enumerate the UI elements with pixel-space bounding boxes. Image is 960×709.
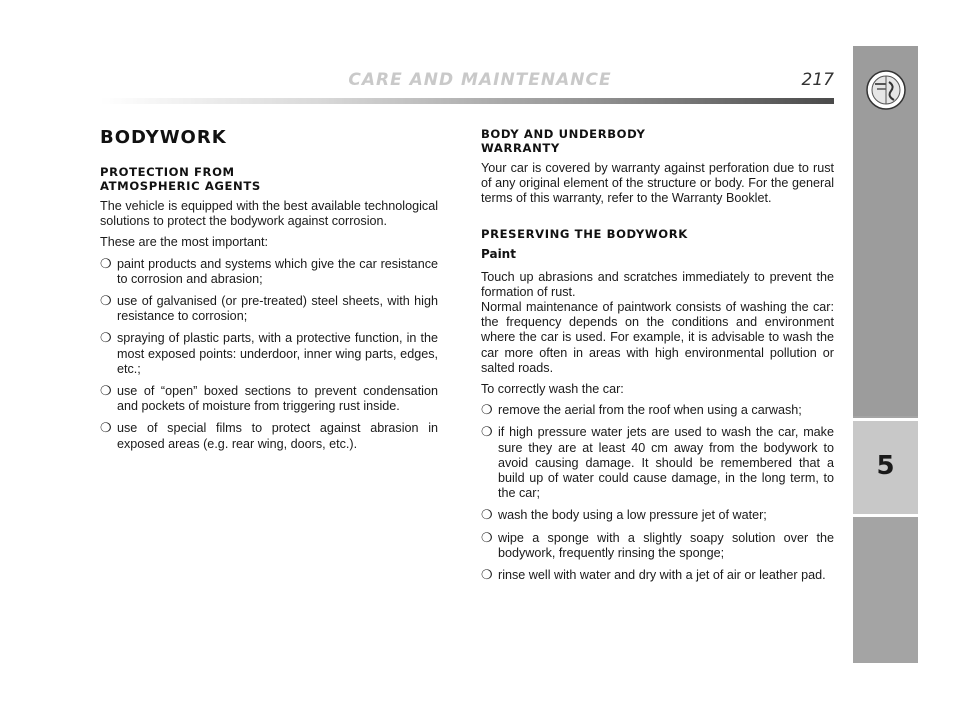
list-item: ❍ wash the body using a low pressure jet of water;: [481, 508, 767, 524]
protection-list: [100, 257, 438, 452]
brand-logo-icon: [866, 70, 906, 110]
list-item: ❍ use of “open” boxed sections to prevent condensation and pockets of moisture from triggering rust inside.: [100, 384, 438, 414]
protection-intro: The vehicle is equipped with the best available technological solutions to protect the bodywork against corrosion.: [100, 199, 438, 229]
wash-list: [481, 403, 834, 583]
bullet-icon: ❍: [481, 508, 493, 524]
protection-lead: These are the most important:: [100, 235, 268, 250]
left-column: [100, 127, 438, 459]
list-item: ❍ use of galvanised (or pre-treated) steel sheets, with high resistance to corrosion;: [100, 294, 438, 324]
bullet-icon: ❍: [100, 294, 112, 310]
section-title: CARE AND MAINTENANCE: [348, 70, 612, 90]
chapter-number: 5: [876, 451, 895, 481]
chapter-number-box: [853, 418, 918, 517]
list-item: ❍ if high pressure water jets are used to wash the car, make sure they are at least 40 cm away from the bodywork to avoid causing damage. It should be remembered that a build up of water could cause damage, in the long term, to the car;: [481, 425, 834, 501]
paint-text-2: Normal maintenance of paintwork consists of washing the car: the frequency depends on the conditions and environment where the car is used. For example, it is advisable to wash the car more often in areas with high environmental pollution or salted roads.: [481, 300, 834, 375]
bullet-icon: ❍: [100, 421, 112, 437]
list-item: ❍ wipe a sponge with a slightly soapy solution over the bodywork, frequently rinsing the sponge;: [481, 530, 834, 560]
bullet-icon: ❍: [481, 425, 493, 441]
preserving-heading: PRESERVING THE BODYWORK: [481, 226, 688, 241]
bullet-icon: ❍: [100, 331, 112, 347]
bullet-icon: ❍: [100, 256, 112, 272]
bullet-icon: ❍: [481, 568, 493, 584]
chapter-side-tab: [853, 46, 918, 663]
bullet-icon: ❍: [481, 530, 493, 546]
warranty-heading: BODY AND UNDERBODY WARRANTY: [481, 127, 646, 155]
list-item: ❍ paint products and systems which give the car resistance to corrosion and abrasion;: [100, 256, 438, 286]
wash-lead: To correctly wash the car:: [481, 382, 624, 397]
paint-text-1: Touch up abrasions and scratches immediately to prevent the formation of rust.: [481, 269, 834, 299]
bodywork-heading: BODYWORK: [100, 127, 227, 148]
paint-heading: Paint: [481, 246, 516, 261]
warranty-text: Your car is covered by warranty against perforation due to rust of any original element of the structure or body. For the general terms of this warranty, refer to the Warranty Booklet.: [481, 161, 834, 206]
page-number: 217: [801, 70, 834, 90]
protection-heading: PROTECTION FROM ATMOSPHERIC AGENTS: [100, 165, 261, 193]
bullet-icon: ❍: [481, 403, 493, 419]
list-item: ❍ remove the aerial from the roof when using a carwash;: [481, 403, 802, 419]
right-column: [481, 127, 834, 590]
list-item: ❍ spraying of plastic parts, with a protective function, in the most exposed points: underdoor, inner wing parts, edges, etc.;: [100, 331, 438, 376]
bullet-icon: ❍: [100, 384, 112, 400]
header-divider: [100, 98, 834, 104]
list-item: ❍ use of special films to protect against abrasion in exposed areas (e.g. rear wing, doors, etc.).: [100, 421, 438, 451]
list-item: ❍ rinse well with water and dry with a jet of air or leather pad.: [481, 568, 826, 584]
